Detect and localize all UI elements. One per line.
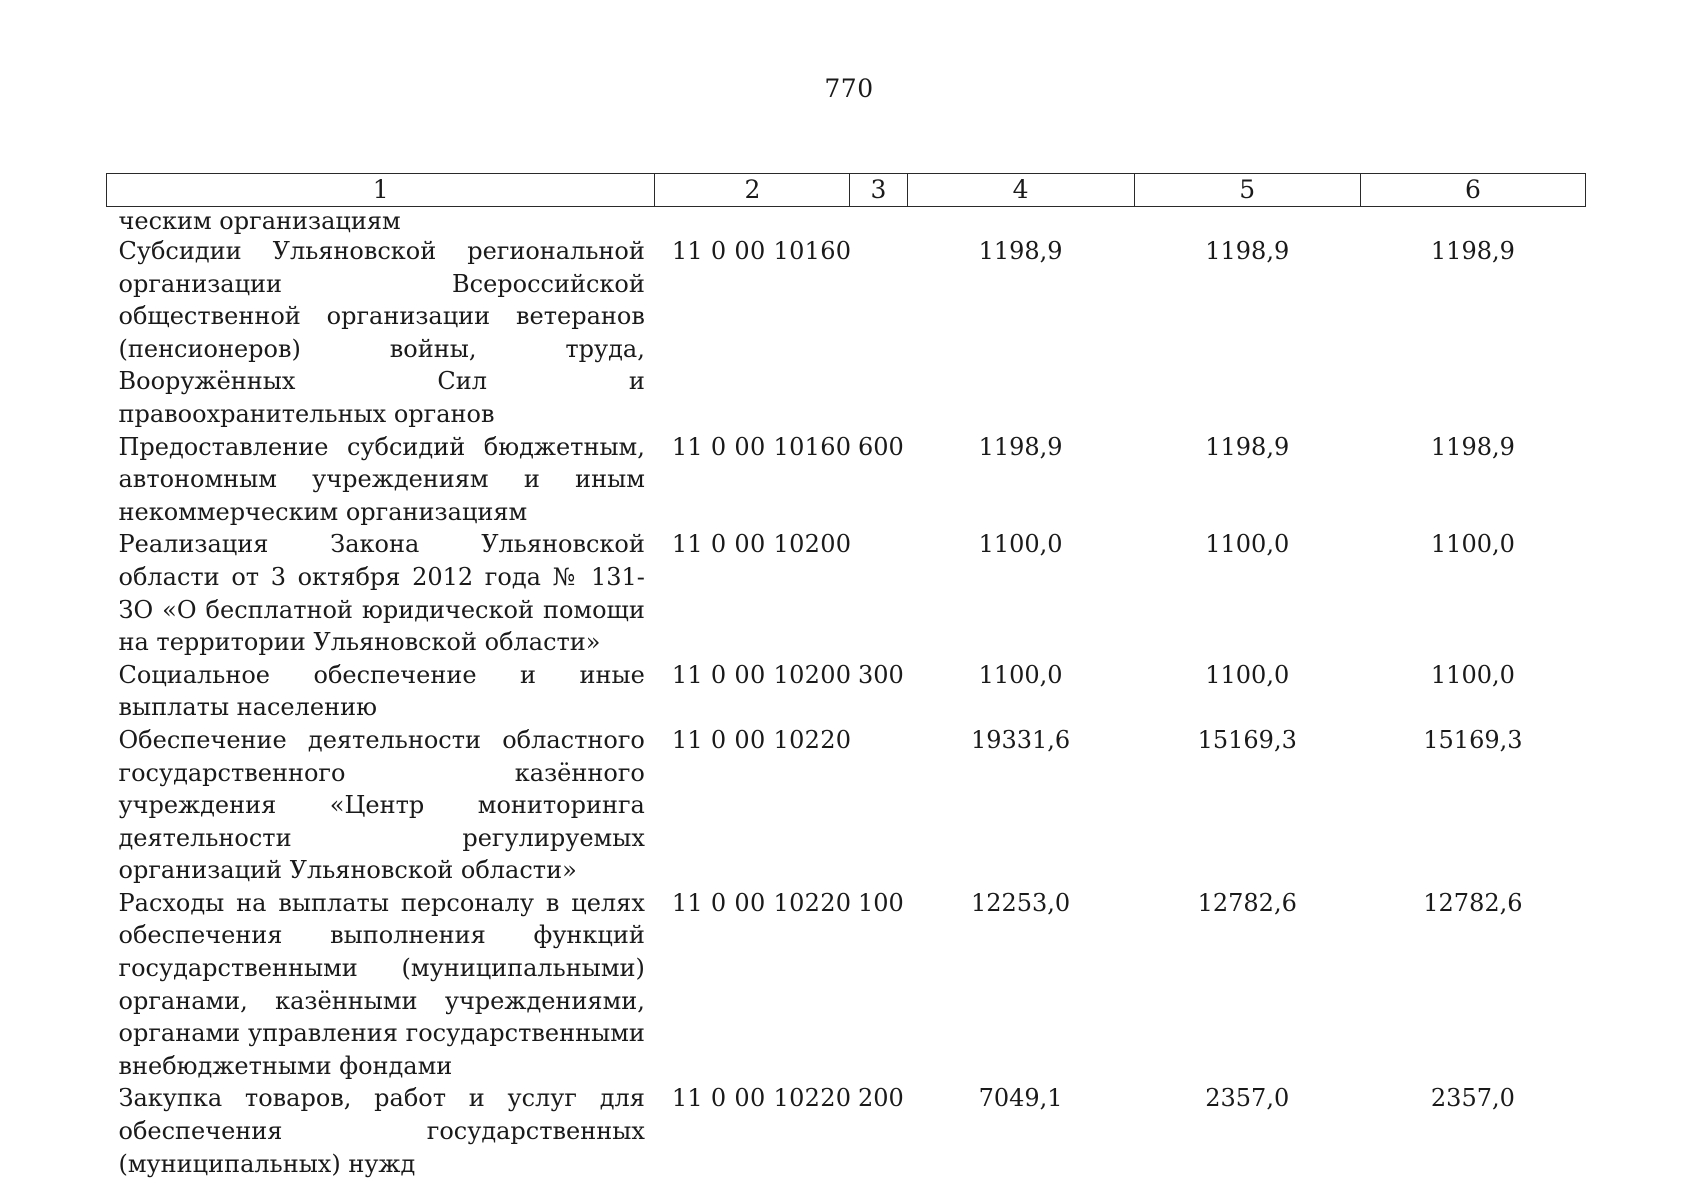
row-value-5: 2357,0 [1205,1084,1290,1113]
row-value-4: 1198,9 [978,432,1063,461]
table-row [107,431,1586,529]
header-col-3: 3 [850,174,907,207]
page-number: 770 [824,74,874,103]
row-value-6: 12782,6 [1423,888,1523,917]
row-name: Социальное обеспечение и иные выплаты населению [118,660,645,722]
row-name: Закупка товаров, работ и услуг для обеспечения государственных (муниципальных) нужд [118,1084,645,1178]
header-col-2: 2 [655,174,850,207]
row-code: 11 0 00 10220 [671,888,852,917]
row-value-5: 1100,0 [1205,530,1290,559]
row-code: 11 0 00 10200 [671,530,852,559]
row-value-5: 15169,3 [1197,725,1297,754]
row-value-6: 15169,3 [1423,725,1523,754]
row-value-4: 7049,1 [978,1084,1063,1113]
row-value-5: 1198,9 [1205,432,1290,461]
row-code: 11 0 00 10160 [671,432,852,461]
table-row [107,235,1586,431]
row-value-6 [1360,207,1585,236]
row-name: ческим организациям [118,207,401,235]
table-row [107,887,1586,1083]
row-code: 11 0 00 10200 [671,660,852,689]
header-col-4: 4 [907,174,1134,207]
row-value-6: 1100,0 [1430,660,1515,689]
row-expense-type: 100 [857,888,904,917]
row-value-4: 1100,0 [978,530,1063,559]
row-name: Реализация Закона Ульяновской области от 3 октября 2012 года № 131-ЗО «О бесплатной юридической помощи на территории Ульяновской области» [118,530,645,657]
header-col-5: 5 [1134,174,1360,207]
row-value-6: 1198,9 [1430,237,1515,265]
header-col-6: 6 [1360,174,1585,207]
row-code: 11 0 00 10220 [671,725,852,754]
row-expense-type [850,235,907,431]
budget-table [106,173,1586,1180]
row-value-4: 19331,6 [970,725,1071,754]
table-row [107,207,1586,236]
table-row [107,528,1586,658]
row-value-6: 1198,9 [1430,432,1515,461]
row-code: 11 0 00 10160 [671,237,852,265]
row-value-5: 1198,9 [1205,237,1290,265]
row-expense-type [850,724,907,887]
row-expense-type [850,528,907,658]
row-expense-type: 600 [857,432,904,461]
row-value-4 [907,207,1134,236]
header-col-1: 1 [107,174,655,207]
row-value-5: 1100,0 [1205,660,1290,689]
table-body [107,207,1586,1181]
row-code [655,207,850,236]
row-expense-type: 300 [857,660,904,689]
row-name: Предоставление субсидий бюджетным, автономным учреждениям и иным некоммерческим организациям [118,432,645,526]
row-name: Расходы на выплаты персоналу в целях обеспечения выполнения функций государственными (муниципальными) органами, казёнными учреждениями, органами управления государственными внебюджетными фондами [118,888,645,1080]
table-row [107,724,1586,887]
row-value-5 [1134,207,1360,236]
row-value-4: 1198,9 [978,237,1063,265]
table-header [107,174,1586,207]
row-value-5: 12782,6 [1197,888,1297,917]
table-row [107,1082,1586,1180]
row-value-6: 1100,0 [1430,530,1515,559]
table-row [107,659,1586,724]
row-name: Субсидии Ульяновской региональной организации Всероссийской общественной организации ветеранов (пенсионеров) войны, труда, Вооружённых Сил и правоохранительных органов [118,237,645,428]
row-code: 11 0 00 10220 [671,1084,852,1113]
row-expense-type [850,207,907,236]
row-value-4: 12253,0 [970,888,1071,917]
row-name: Обеспечение деятельности областного государственного казённого учреждения «Центр мониторинга деятельности регулируемых организаций Ульяновской области» [118,725,645,885]
row-value-6: 2357,0 [1430,1084,1515,1113]
row-value-4: 1100,0 [978,660,1063,689]
row-expense-type: 200 [857,1084,904,1113]
